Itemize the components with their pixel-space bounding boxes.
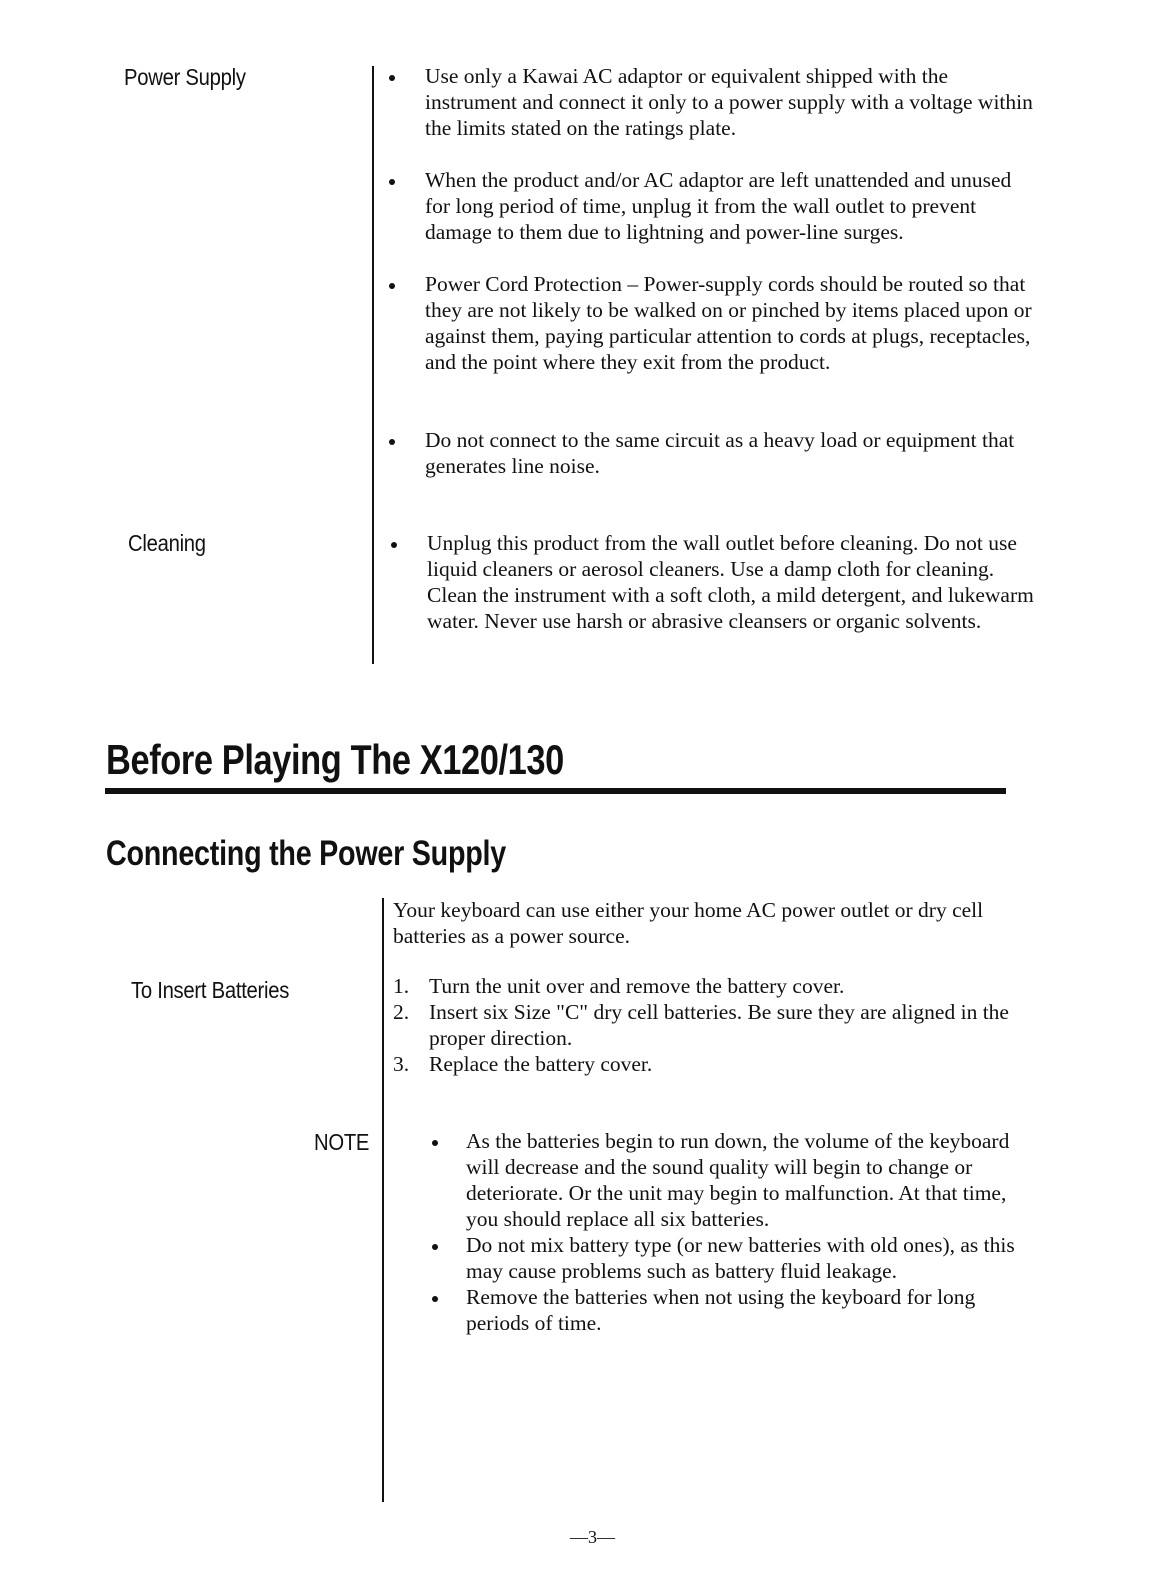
note-bullet-3 [430, 1284, 1042, 1336]
bullet-dot-icon [391, 542, 397, 548]
page-number: —3— [570, 1527, 615, 1547]
right-divider-rule [382, 898, 384, 1502]
intro-paragraph: Your keyboard can use either your home AC power outlet or dry cell batteries as a power source. [393, 898, 984, 948]
power-bullet-4 [389, 427, 1039, 481]
power-bullet-4-text: Do not connect to the same circuit as a heavy load or equipment that generates line noise. [425, 428, 1015, 478]
step-number: 1. [393, 974, 410, 998]
note-bullet-text: As the batteries begin to run down, the volume of the keyboard will decrease and the sound quality will begin to change or deteriorate. Or the unit may begin to malfunction. At that time, you should replace all six batteries. [466, 1129, 1010, 1231]
bullet-dot-icon [432, 1244, 438, 1250]
note-bullet-text: Remove the batteries when not using the keyboard for long periods of time. [466, 1285, 976, 1335]
battery-step-2 [393, 999, 1033, 1051]
power-bullet-2-text: When the product and/or AC adaptor are left unattended and unused for long period of time, unplug it from the wall outlet to prevent damage to them due to lightning and power-line surges. [425, 168, 1012, 244]
power-bullet-1-text: Use only a Kawai AC adaptor or equivalent shipped with the instrument and connect it only to a power supply with a voltage within the limits stated on the ratings plate. [425, 64, 1033, 140]
power-bullet-3-text: Power Cord Protection – Power-supply cords should be routed so that they are not likely to be walked on or pinched by items placed upon or against them, paying particular attention to cords at plugs, receptacles, and the point where they exit from the product. [425, 272, 1032, 374]
section-subtitle: Connecting the Power Supply [106, 834, 506, 873]
step-text: Insert six Size "C" dry cell batteries. Be sure they are aligned in the proper direction. [429, 1000, 1009, 1050]
section-title-rule [105, 788, 1006, 794]
insert-batteries-label: To Insert Batteries [131, 977, 290, 1003]
note-bullet-text: Do not mix battery type (or new batteries with old ones), as this may cause problems such as battery fluid leakage. [466, 1233, 1015, 1283]
bullet-dot-icon [432, 1296, 438, 1302]
battery-step-3 [393, 1051, 1033, 1077]
power-bullet-3 [389, 271, 1039, 403]
step-number: 2. [393, 1000, 410, 1024]
battery-step-1 [393, 973, 1033, 999]
note-bullet-2 [430, 1232, 1042, 1284]
cleaning-bullet-1-text: Unplug this product from the wall outlet before cleaning. Do not use liquid cleaners or aerosol cleaners. Use a damp cloth for cleaning. Clean the instrument with a soft cloth, a mild detergent, and lukewarm water. Never use harsh or abrasive cleansers or organic solvents. [427, 531, 1034, 633]
section-title: Before Playing The X120/130 [106, 736, 564, 783]
bullet-dot-icon [389, 439, 395, 445]
power-supply-label: Power Supply [124, 64, 246, 90]
bullet-dot-icon [389, 283, 395, 289]
note-bullets-list [430, 1128, 1042, 1336]
power-bullet-1 [389, 63, 1039, 143]
bullet-dot-icon [389, 179, 395, 185]
cleaning-label: Cleaning [128, 530, 206, 556]
step-text: Turn the unit over and remove the battery cover. [429, 974, 845, 998]
step-number: 3. [393, 1052, 410, 1076]
note-bullet-1 [430, 1128, 1042, 1232]
power-bullet-2 [389, 167, 1039, 247]
cleaning-bullet-1 [391, 530, 1041, 662]
bullet-dot-icon [432, 1140, 438, 1146]
bullet-dot-icon [389, 75, 395, 81]
note-label: NOTE [314, 1129, 370, 1155]
step-text: Replace the battery cover. [429, 1052, 653, 1076]
battery-steps-list [393, 973, 1033, 1077]
left-divider-rule [372, 66, 374, 664]
